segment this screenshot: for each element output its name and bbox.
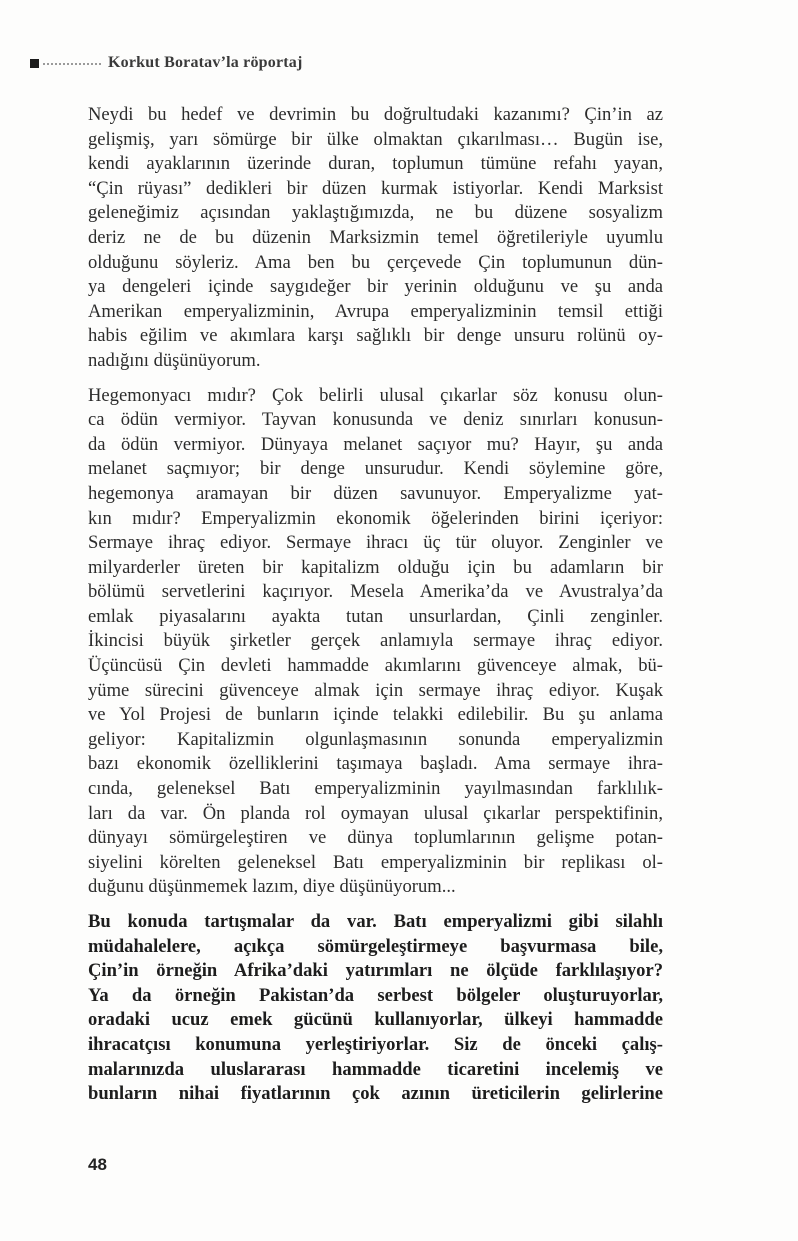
square-bullet-icon bbox=[30, 59, 39, 68]
text-line: Çin’in örneğin Afrika’daki yatırımları ne ölçüde farklılaşıyor? bbox=[88, 960, 663, 982]
text-line: malarınızda uluslararası hammadde ticaretini incelemiş ve bbox=[88, 1058, 663, 1080]
text-line: habis eğilim ve akımlara karşı sağlıklı bir denge unsuru rolünü oy- bbox=[88, 325, 663, 347]
text-line: melanet saçmıyor; bir denge unsurudur. Kendi söylemine göre, bbox=[88, 458, 663, 480]
text-line: dünyayı sömürgeleştiren ve dünya toplumlarının gelişme potan- bbox=[88, 827, 663, 849]
text-line: “Çin rüyası” dedikleri bir düzen kurmak istiyorlar. Kendi Marksist bbox=[88, 177, 663, 199]
text-line: siyelini körelten geleneksel Batı emperyalizminin bir replikası ol- bbox=[88, 851, 663, 873]
running-header bbox=[30, 54, 303, 72]
text-line: emlak piyasalarını ayakta tutan unsurlardan, Çinli zenginler. bbox=[88, 605, 663, 627]
text-line: oradaki ucuz emek gücünü kullanıyorlar, ülkeyi hammadde bbox=[88, 1009, 663, 1031]
text-line: ya dengeleri içinde saygıdeğer bir yerinin olduğunu ve şu anda bbox=[88, 276, 663, 298]
text-line: geleneğimiz açısından yaklaştığımızda, ne bu düzene sosyalizm bbox=[88, 202, 663, 224]
text-line: geliyor: Kapitalizmin olgunlaşmasının sonunda emperyalizmin bbox=[88, 728, 663, 750]
page-number: 48 bbox=[88, 1155, 107, 1174]
text-line: hegemonya aramayan bir düzen savunuyor. Emperyalizme yat- bbox=[88, 482, 663, 504]
text-line: ihracatçısı konumuna yerleştiriyorlar. Siz de önceki çalış- bbox=[88, 1033, 663, 1055]
text-line: duğunu düşünmemek lazım, diye düşünüyorum... bbox=[88, 876, 456, 898]
paragraph bbox=[88, 103, 663, 374]
text-line: da ödün vermiyor. Dünyaya melanet saçıyor mu? Hayır, şu anda bbox=[88, 433, 663, 455]
text-line: ve Yol Projesi de bunların içinde telakki edilebilir. Bu şu anlama bbox=[88, 704, 663, 726]
paragraph bbox=[88, 384, 663, 900]
text-line: deriz ne de bu düzenin Marksizmin temel öğretileriyle uyumlu bbox=[88, 226, 663, 248]
text-line: Üçüncüsü Çin devleti hammadde akımlarını güvenceye almak, bü- bbox=[88, 655, 663, 677]
text-line: nadığını düşünüyorum. bbox=[88, 349, 261, 371]
paragraph bbox=[88, 910, 663, 1107]
text-line: yüme sürecini güvenceye almak için sermaye ihraç ediyor. Kuşak bbox=[88, 679, 663, 701]
text-line: bunların nihai fiyatlarının çok azının üreticilerin gelirlerine bbox=[88, 1083, 663, 1105]
text-line: cında, geleneksel Batı emperyalizminin yayılmasından farklılık- bbox=[88, 778, 663, 800]
dotted-leader bbox=[43, 63, 101, 65]
body-text bbox=[88, 103, 663, 1117]
text-line: Bu konuda tartışmalar da var. Batı emperyalizmi gibi silahlı bbox=[88, 911, 663, 932]
text-line: İkincisi büyük şirketler gerçek anlamıyla sermaye ihraç ediyor. bbox=[88, 630, 663, 652]
text-line: bölümü servetlerini kaçırıyor. Mesela Amerika’da ve Avustralya’da bbox=[88, 581, 663, 603]
text-line: kendi ayaklarının üzerinde duran, toplumun tümüne refahı yayan, bbox=[88, 153, 663, 175]
running-header-title: Korkut Boratav’la röportaj bbox=[108, 54, 303, 71]
text-line: müdahalelere, açıkça sömürgeleştirmeye başvurmasa bile, bbox=[88, 935, 663, 957]
text-line: kın mıdır? Emperyalizmin ekonomik öğelerinden birini içeriyor: bbox=[88, 507, 663, 529]
text-line: Hegemonyacı mıdır? Çok belirli ulusal çıkarlar söz konusu olun- bbox=[88, 384, 663, 406]
text-line: Sermaye ihraç ediyor. Sermaye ihracı üç tür oluyor. Zenginler ve bbox=[88, 532, 663, 554]
text-line: Amerikan emperyalizminin, Avrupa emperyalizminin temsil ettiği bbox=[88, 300, 663, 322]
text-line: gelişmiş, yarı sömürge bir ülke olmaktan çıkarılması… Bugün ise, bbox=[88, 128, 663, 150]
text-line: milyarderler üreten bir kapitalizm olduğu için bu adamların bir bbox=[88, 556, 663, 578]
text-line: Ya da örneğin Pakistan’da serbest bölgeler oluşturuyorlar, bbox=[88, 984, 663, 1006]
text-line: ca ödün vermiyor. Tayvan konusunda ve deniz sınırları konusun- bbox=[88, 409, 663, 431]
text-line: Neydi bu hedef ve devrimin bu doğrultudaki kazanımı? Çin’in az bbox=[88, 104, 663, 125]
text-line: bazı ekonomik özelliklerini taşımaya başladı. Ama sermaye ihra- bbox=[88, 753, 663, 775]
text-line: ları da var. Ön planda rol oymayan ulusal çıkarlar perspektifinin, bbox=[88, 802, 663, 824]
text-line: olduğunu söyleriz. Ama ben bu çerçevede Çin toplumunun dün- bbox=[88, 251, 663, 273]
